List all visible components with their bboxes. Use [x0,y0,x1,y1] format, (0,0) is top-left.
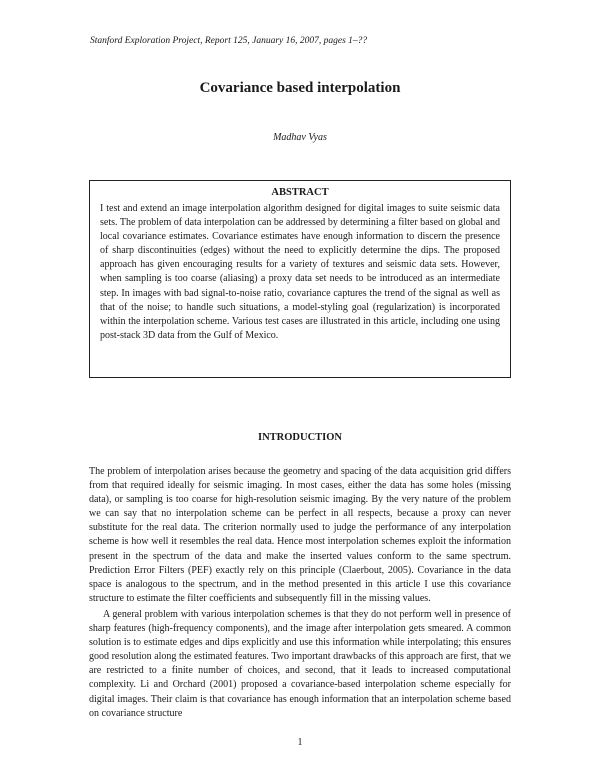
abstract-text: I test and extend an image interpolation algorithm designed for digital images to suite seismic data sets. The problem of data interpolation can be addressed by determining a filter based on global and local covariance estimates. Covariance estimates have enough information to discern the presence of sharp discontinuities (edges) without the need to explicitly determine the dips. The proposed approach has given encouraging results for a variety of textures and seismic data sets. However, when sampling is too coarse (aliasing) a proxy data set needs to be introduced as an intermediate step. In images with bad signal-to-noise ratio, covariance captures the trend of the signal as well as that of the noise; to handle such situations, a model-styling goal (regularization) is incorporated within the interpolation scheme. Various test cases are illustrated in this article, including one using post-stack 3D data from the Gulf of Mexico. [100,203,500,341]
abstract-box [89,180,511,378]
abstract-heading: ABSTRACT [271,187,329,198]
introduction-heading: INTRODUCTION [257,432,342,443]
page-number: 1 [297,737,303,748]
running-header: Stanford Exploration Project, Report 125, January 16, 2007, pages 1–?? [90,36,368,46]
introduction-paragraph-2: A general problem with various interpolation schemes is that they do not perform well in presence of sharp features (high-frequency components), and the image after interpolation gets smeared. A common solution is to estimate edges and dips explicitly and use this information while interpolating; this ensures good resolution along the estimated features. Two important drawbacks of this approach are first, that we are restricted to a finite number of choices, and second, that it leads to increased computational complexity. Li and Orchard (2001) proposed a covariance-based interpolation scheme especially for digital images. Their claim is that covariance has enough information that an interpolation scheme based on covariance structure [89,609,511,719]
author-name: Madhav Vyas [273,132,327,143]
introduction-paragraph-1: The problem of interpolation arises because the geometry and spacing of the data acquisition grid differs from that required ideally for seismic imaging. In most cases, either the data has some holes (missing data), or sampling is too coarse for high-resolution seismic imaging. By the very nature of the problem we can say that no interpolation scheme can be perfect in all respects, because a proxy can never substitute for the real data. The criterion normally used to judge the performance of any interpolation scheme is how well it resembles the real data. Hence most interpolation schemes exploit the information present in the spectrum of the data and make the inserted values conform to the same spectrum. Prediction Error Filters (PEF) exactly rely on this principle (Claerbout, 2005). Covariance in the data space is analogous to the spectrum, and in the method presented in this article I use this covariance structure to estimate the filter coefficients and subsequently fill in the missing values. [89,466,511,604]
paper-title: Covariance based interpolation [199,80,401,96]
